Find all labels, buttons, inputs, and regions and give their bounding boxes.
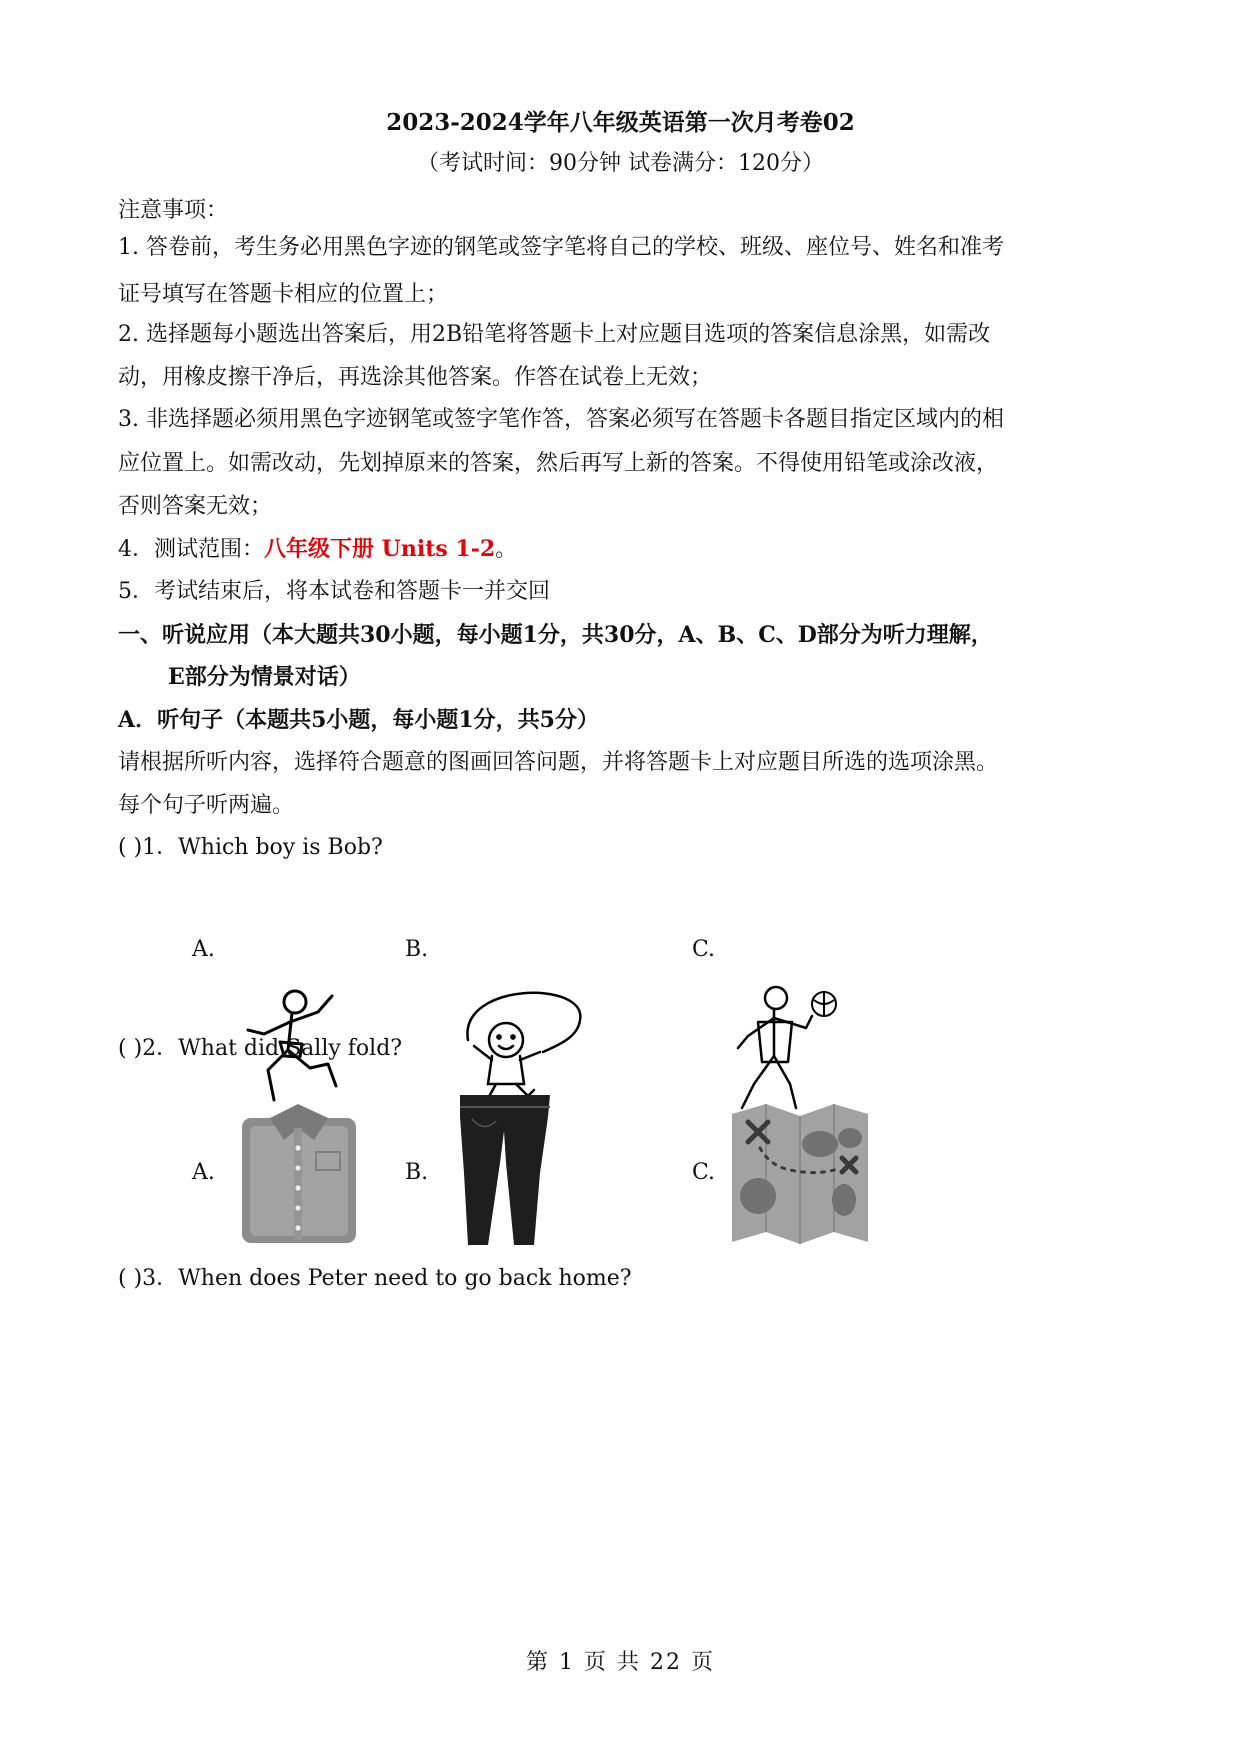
question-text: Which boy is Bob? bbox=[178, 835, 383, 860]
notes-heading: 注意事项： bbox=[118, 198, 229, 223]
answer-blank[interactable]: ( )1． bbox=[118, 835, 179, 860]
section-1-heading-cont: E部分为情景对话） bbox=[168, 664, 361, 690]
volleyball-boy-image[interactable] bbox=[728, 980, 843, 1114]
note-4 bbox=[118, 534, 517, 565]
note-4-prefix: 4．测试范围： bbox=[118, 537, 264, 562]
folded-shirt-image[interactable] bbox=[240, 1100, 358, 1245]
page-number: 第 1 页 共 22 页 bbox=[526, 1650, 715, 1675]
part-a-instruction-cont: 每个句子听两遍。 bbox=[118, 793, 295, 818]
note-3b: 应位置上。如需改动，先划掉原来的答案，然后再写上新的答案。不得使用铅笔或涂改液， bbox=[118, 451, 999, 476]
option-b-label: B. bbox=[405, 1160, 429, 1185]
section-1-heading: 一、听说应用（本大题共30小题，每小题1分，共30分，A、B、C、D部分为听力理解， bbox=[118, 622, 993, 648]
question-3 bbox=[118, 1264, 632, 1294]
note-1b: 证号填写在答题卡相应的位置上； bbox=[118, 282, 449, 307]
question-1 bbox=[118, 833, 383, 863]
note-1a: 1. 答卷前，考生务必用黑色字迹的钢笔或签字笔将自己的学校、班级、座位号、姓名和准考 bbox=[118, 235, 1004, 260]
note-3a: 3. 非选择题必须用黑色字迹钢笔或签字笔作答，答案必须写在答题卡各题目指定区域内的相 bbox=[118, 407, 1004, 432]
note-4-suffix: 。 bbox=[495, 537, 518, 562]
test-range: 八年级下册 Units 1-2 bbox=[264, 536, 496, 562]
jeans-image[interactable] bbox=[454, 1093, 554, 1253]
treasure-map-image[interactable] bbox=[730, 1100, 870, 1247]
note-5: 5．考试结束后，将本试卷和答题卡一并交回 bbox=[118, 579, 550, 604]
option-c-label: C. bbox=[692, 937, 716, 962]
part-a-instruction: 请根据所听内容，选择符合题意的图画回答问题，并将答题卡上对应题目所选的选项涂黑。 bbox=[118, 750, 999, 775]
answer-blank[interactable]: ( )3． bbox=[118, 1266, 179, 1291]
exam-info: （考试时间：90分钟 试卷满分：120分） bbox=[417, 151, 824, 176]
note-3c: 否则答案无效； bbox=[118, 494, 273, 519]
option-a-label: A. bbox=[192, 937, 215, 962]
option-a-label: A. bbox=[192, 1160, 215, 1185]
note-2b: 动，用橡皮擦干净后，再选涂其他答案。作答在试卷上无效； bbox=[118, 365, 713, 390]
question-text: What did Sally fold? bbox=[178, 1036, 403, 1061]
question-text: When does Peter need to go back home? bbox=[178, 1266, 632, 1291]
note-2a: 2. 选择题每小题选出答案后，用2B铅笔将答题卡上对应题目选项的答案信息涂黑，如需改 bbox=[118, 322, 991, 347]
answer-blank[interactable]: ( )2． bbox=[118, 1036, 179, 1061]
option-c-label: C. bbox=[692, 1160, 716, 1185]
option-b-label: B. bbox=[405, 937, 429, 962]
page-title: 2023-2024学年八年级英语第一次月考卷02 bbox=[386, 109, 855, 136]
part-a-heading: A．听句子（本题共5小题，每小题1分，共5分） bbox=[118, 707, 599, 733]
jumping-rope-boy-image[interactable] bbox=[448, 990, 588, 1108]
question-2 bbox=[118, 1034, 402, 1064]
